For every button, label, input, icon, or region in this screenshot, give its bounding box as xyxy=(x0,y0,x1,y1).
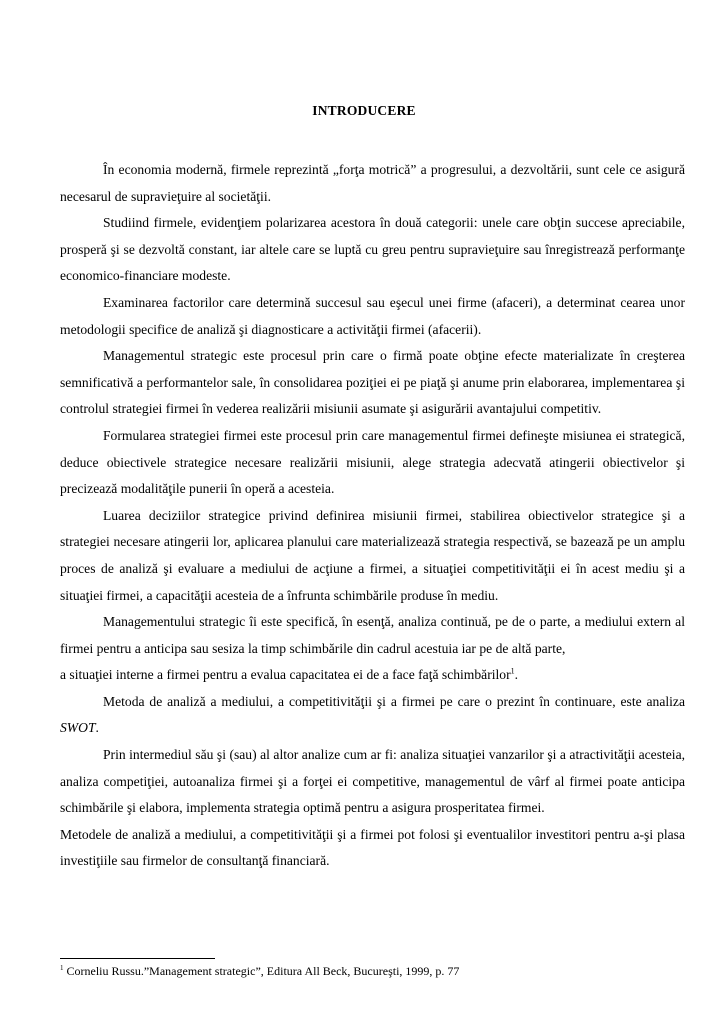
paragraph-7-end: . xyxy=(514,667,519,683)
paragraph-8-end: . xyxy=(95,720,99,736)
paragraph-7-continuation-text: a situaţiei interne a firmei pentru a evalua capacitatea ei de a face faţă schimbărilor xyxy=(60,667,511,683)
body-text xyxy=(60,157,685,875)
paragraph-8-text: Metoda de analiză a mediului, a competitivităţii şi a firmei pe care o prezint în continuare, este analiza xyxy=(103,693,685,709)
footnote-separator xyxy=(60,958,215,959)
paragraph-10: Metodele de analiză a mediului, a competitivităţii şi a firmei pot folosi şi eventualilor investitori pentru a-şi plasa investiţiile sau firmelor de consultanţă financiară. xyxy=(60,826,685,869)
paragraph-4: Managementul strategic este procesul prin care o firmă poate obţine efecte materializate în creşterea semnificativă a performantelor sale, în consolidarea poziţiei ei pe piaţă şi anume prin elaborarea, implementarea şi controlul strategiei firmei în vederea realizării misiunii asumate şi asigurării avantajului competitiv. xyxy=(60,348,685,417)
page-title: INTRODUCERE xyxy=(312,103,416,118)
paragraph-1: În economia modernă, firmele reprezintă „forţa motrică” a progresului, a dezvoltării, sunt cele ce asigură necesarul de supravieţuire al societăţii. xyxy=(60,162,685,204)
paragraph-5: Formularea strategiei firmei este procesul prin care managementul firmei defineşte misiunea ei strategică, deduce obiectivele strategice necesare realizării misiunii, alege strategia adecvată atingerii obiectivelor şi precizează modalităţile punerii în operă a acesteia. xyxy=(60,427,685,497)
swot-term: SWOT xyxy=(60,720,96,736)
footnote-text: Corneliu Russu.”Management strategic”, Editura All Beck, Bucureşti, 1999, p. 77 xyxy=(63,964,460,978)
paragraph-2: Studiind firmele, evidenţiem polarizarea acestora în două categorii: unele care obţin succese apreciabile, prosperă şi se dezvoltă constant, iar altele care se luptă cu greu pentru supravieţuire sau înregistrează performanţe economico-financiare modeste. xyxy=(60,215,685,284)
paragraph-9: Prin intermediul său şi (sau) al altor analize cum ar fi: analiza situaţiei vanzarilor şi a atractivităţii acesteia, analiza competiţiei, autoanaliza firmei şi a forţei ei competitive, managementul de vârf al firmei poate anticipa schimbările şi elabora, implementa strategia optimă pentru a asigura prosperitatea firmei. xyxy=(60,747,685,816)
paragraph-7-continuation xyxy=(60,662,685,689)
paragraph-7-text: Managementului strategic îi este specifică, în esenţă, analiza continuă, pe de o parte, a mediului extern al firmei pentru a anticipa sau sesiza la timp schimbările din cadrul acestuia iar pe de altă parte, xyxy=(60,614,685,656)
footnote xyxy=(60,963,685,979)
paragraph-6: Luarea deciziilor strategice privind definirea misiunii firmei, stabilirea obiectivelor strategice şi a strategiei necesare atingerii lor, aplicarea planului care materializează strategia respectivă, se bazează pe un amplu proces de analiză şi evaluare a mediului de acţiune a firmei, a situaţiei competitivităţii ei în acest mediu şi a situaţiei firmei, a capacităţii acesteia de a înfrunta schimbările produse în mediu. xyxy=(60,507,685,603)
footnote-reference[interactable]: 1 xyxy=(510,666,515,676)
paragraph-8 xyxy=(60,689,685,742)
paragraph-7 xyxy=(60,609,685,662)
paragraph-3: Examinarea factorilor care determină succesul sau eşecul unei firme (afaceri), a determinat cearea unor metodologii specifice de analiză şi diagnosticare a activităţii firmei (afacerii). xyxy=(60,294,685,337)
footnote-number: 1 xyxy=(60,964,64,972)
